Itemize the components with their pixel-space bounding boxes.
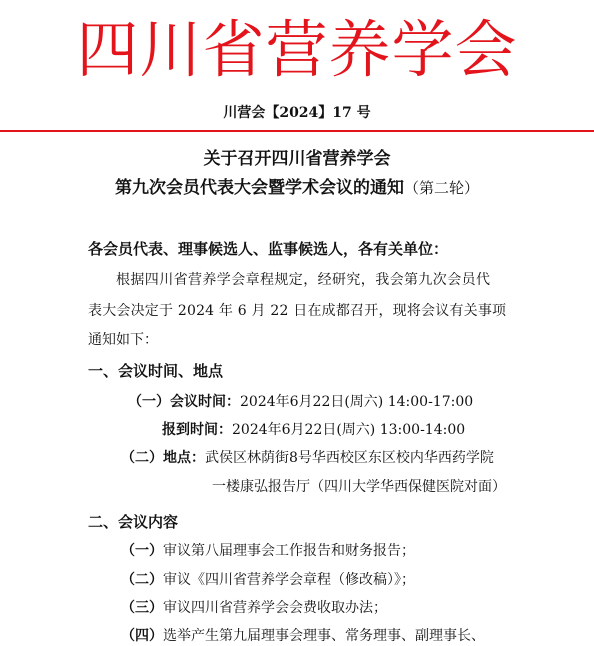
document-number: 川营会【2024】17 号 — [223, 105, 371, 121]
agenda-item-text: 审议四川省营养学会会费收取办法； — [163, 600, 387, 616]
meeting-place-row — [121, 448, 494, 468]
meeting-time-label: （一）会议时间： — [128, 394, 240, 410]
agenda-item — [121, 598, 387, 618]
agenda-item-number: （二） — [121, 572, 163, 588]
agenda-item — [121, 626, 485, 646]
agenda-item-number: （四） — [121, 628, 163, 644]
notice-title-text-1: 关于召开四川省营养学会 — [203, 149, 391, 169]
meeting-place-value: 武侯区林荫街8号华西校区东区校内华西药学院 — [205, 450, 494, 466]
paragraph-line-1: 根据四川省营养学会章程规定，经研究，我会第九次会员代 — [116, 272, 491, 288]
organization-name-header: 四川省营养学会 — [76, 13, 518, 86]
paragraph-line-2: 表大会决定于 2024 年 6 月 22 日在成都召开，现将会议有关事项 — [88, 303, 507, 319]
notice-title-line-1 — [0, 148, 594, 170]
paragraph-line-3: 通知如下： — [88, 332, 158, 348]
checkin-time-value: 2024年6月22日(周六) 13:00-14:00 — [232, 422, 466, 438]
meeting-place-label: （二）地点： — [121, 450, 205, 466]
section-heading-content: 二、会议内容 — [88, 513, 179, 531]
meeting-time-row — [128, 392, 473, 412]
meeting-time-value: 2024年6月22日(周六) 14:00-17:00 — [240, 394, 474, 410]
salutation: 各会员代表、理事候选人、监事候选人，各有关单位： — [88, 240, 449, 258]
checkin-time-row — [162, 420, 465, 440]
agenda-item — [121, 541, 415, 561]
agenda-item-number: （三） — [121, 600, 163, 616]
agenda-item-text: 审议第八届理事会工作报告和财务报告； — [163, 543, 415, 559]
agenda-item-number: （一） — [121, 543, 163, 559]
agenda-item-text: 选举产生第九届理事会理事、常务理事、副理事长、 — [163, 628, 485, 644]
notice-title-line-2 — [0, 177, 594, 199]
red-divider-line — [0, 130, 594, 132]
section-heading-time-place: 一、会议时间、地点 — [88, 362, 224, 380]
agenda-item — [121, 570, 415, 590]
agenda-item-text: 审议《四川省营养学会章程（修改稿）》； — [163, 572, 415, 588]
meeting-place-row-2: 一楼康弘报告厅（四川大学华西保健医院对面） — [212, 479, 506, 495]
notice-title-text-2: 第九次会员代表大会暨学术会议的通知 — [114, 178, 404, 198]
notice-title-round: （第二轮） — [403, 179, 479, 197]
checkin-time-label: 报到时间： — [162, 422, 232, 438]
